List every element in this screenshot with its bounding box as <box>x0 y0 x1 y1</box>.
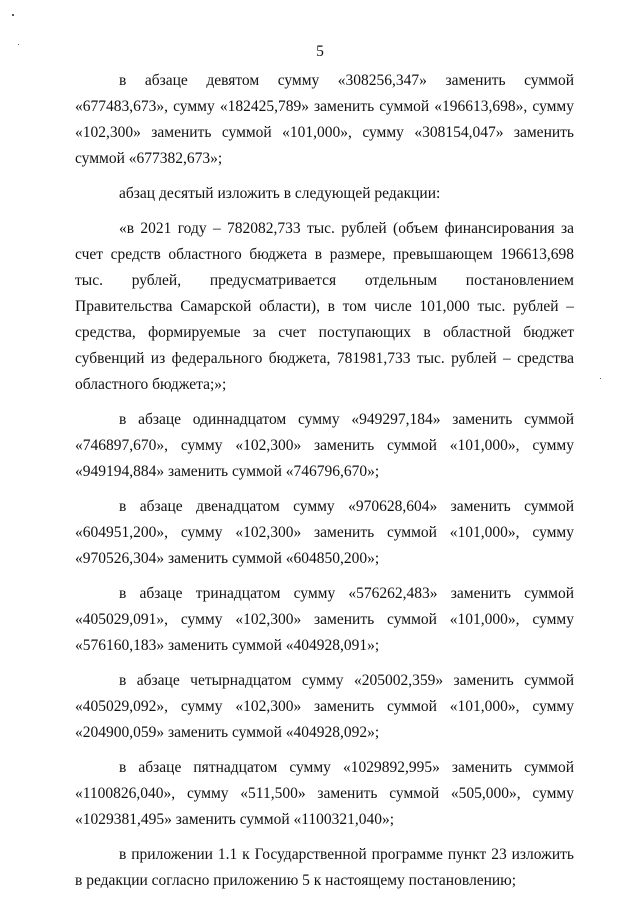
paragraph-twelfth-abzac: в абзаце двенадцатом сумму «970628,604» заменить суммой «604951,200», сумму «102,300» заменить суммой «101,000», сумму «970526,304» заменить суммой «604850,200»; <box>75 498 574 567</box>
paragraph-fourteenth-abzac: в абзаце четырнадцатом сумму «205002,359» заменить суммой «405029,092», сумму «102,300» заменить суммой «101,000», сумму «204900,059» заменить суммой «404928,092»; <box>75 672 574 741</box>
page-number: 5 <box>316 43 324 60</box>
scan-speck <box>600 378 601 379</box>
paragraph-tenth-intro: абзац десятый изложить в следующей редакции: <box>119 185 441 202</box>
paragraph-fifteenth-abzac: в абзаце пятнадцатом сумму «1029892,995» заменить суммой «1100826,040», сумму «511,500» заменить суммой «505,000», сумму «1029381,495» заменить суммой «1100321,040»; <box>75 759 574 828</box>
paragraph-ninth-abzac: в абзаце девятом сумму «308256,347» заменить суммой «677483,673», сумму «182425,789» заменить суммой «196613,698», сумму «102,300» заменить суммой «101,000», сумму «308154,047» заменить суммой «677382,673»; <box>75 72 574 167</box>
scan-speck <box>18 44 19 45</box>
paragraph-eleventh-abzac: в абзаце одиннадцатом сумму «949297,184» заменить суммой «746897,670», сумму «102,300» заменить суммой «101,000», сумму «949194,884» заменить суммой «746796,670»; <box>75 411 574 480</box>
paragraph-tenth-new-text: «в 2021 году – 782082,733 тыс. рублей (объем финансирования за счет средств областного бюджета в размере, превышающем 196613,698 тыс. рублей, предусматривается отдельным постановлением Правительства Самарской области), в том числе 101,000 тыс. рублей – средства, формируемые за счет поступающих в областной бюджет субвенций из федерального бюджета, 781981,733 тыс. рублей – средства областного бюджета;»; <box>75 220 574 393</box>
paragraph-appendix-change: в приложении 1.1 к Государственной программе пункт 23 изложить в редакции согласно приложению 5 к настоящему постановлению; <box>75 846 574 889</box>
document-body <box>75 68 574 903</box>
paragraph-thirteenth-abzac: в абзаце тринадцатом сумму «576262,483» заменить суммой «405029,091», сумму «102,300» заменить суммой «101,000», сумму «576160,183» заменить суммой «404928,091»; <box>75 585 574 654</box>
scan-speck <box>12 14 14 16</box>
